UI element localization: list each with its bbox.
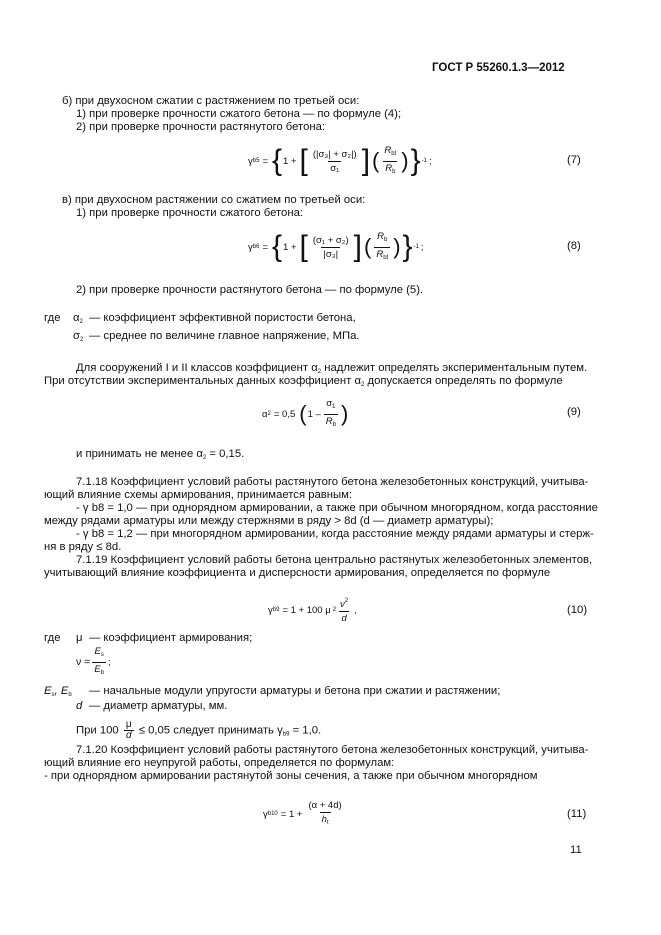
nu-fraction bbox=[92, 646, 106, 679]
f11-denominator-sub: t bbox=[326, 819, 329, 826]
where1-def1: — коэффициент эффективной пористости бетона, bbox=[89, 312, 356, 324]
s7119-line2: учитывающий влияние коэффициента и дисперсности армирования, определяется по формуле bbox=[44, 567, 551, 579]
f11-rhs: = 1 + bbox=[280, 808, 303, 820]
f9-numerator-sub: 1 bbox=[332, 403, 336, 410]
f8-denominator: |σ₃| bbox=[323, 248, 339, 260]
f8-open-bracket: [ bbox=[299, 230, 308, 263]
f11-lhs: γ bbox=[263, 808, 268, 820]
formula-11-number: (11) bbox=[567, 808, 587, 820]
formula-9-number: (9) bbox=[567, 406, 581, 418]
f9-denominator-sub: b bbox=[332, 421, 337, 428]
condition-line bbox=[76, 720, 321, 741]
f9-one-minus: 1 – bbox=[307, 408, 321, 420]
f10-lhs-sub: b9 bbox=[272, 607, 280, 613]
f8-power: -1 bbox=[413, 244, 419, 250]
cond-den: d bbox=[125, 730, 132, 741]
f11-denominator: h bbox=[321, 813, 327, 825]
where1-sym2: σ bbox=[73, 330, 80, 342]
min-alpha-sub: 2 bbox=[202, 455, 207, 461]
f7-power: -1 bbox=[421, 158, 427, 164]
where2-mu-def: — коэффициент армирования; bbox=[89, 632, 253, 644]
cond-fraction bbox=[124, 720, 134, 741]
formula-8-number: (8) bbox=[567, 240, 581, 252]
where1-sym1-wrap bbox=[73, 312, 83, 329]
e-mid: , E bbox=[54, 685, 69, 697]
f10-fraction bbox=[338, 596, 350, 624]
e-sub2: b bbox=[68, 692, 72, 698]
f10-rhs: = 1 + 100 μ bbox=[282, 604, 331, 616]
s7120-line3: - при однорядном армировании растянутой зоны сечения, а также при обычном многорядном bbox=[44, 770, 538, 782]
standard-code: ГОСТ Р 55260.1.3—2012 bbox=[432, 62, 565, 74]
formula-8 bbox=[248, 232, 424, 262]
block-b-item2: 2) при проверке прочности растянутого бетона: bbox=[76, 121, 326, 133]
e-sub1: s bbox=[51, 692, 55, 698]
block-b-item1: 1) при проверке прочности сжатого бетона — по формуле (4); bbox=[76, 108, 402, 120]
formula-10 bbox=[268, 596, 357, 624]
f8-r-num: R bbox=[377, 230, 385, 242]
s7120-line2: ющий влияние его неупругой работы, определяется по формулам: bbox=[44, 757, 395, 769]
block-v-item2: 2) при проверке прочности растянутого бетона — по формуле (5). bbox=[76, 284, 424, 296]
f7-denominator: σ₁ bbox=[330, 162, 340, 174]
f9-lhs-sub: 2 bbox=[267, 411, 271, 417]
f8-lhs-sub: b6 bbox=[252, 244, 260, 250]
f7-r-num: R bbox=[384, 144, 392, 156]
nu-den: E bbox=[94, 663, 101, 675]
formula-11 bbox=[263, 800, 346, 828]
page-number: 11 bbox=[570, 844, 582, 856]
para-alpha-line1-b: надлежит определять экспериментальным путем. bbox=[324, 362, 588, 374]
para-alpha-line2-a: При отсутствии экспериментальных данных коэффициент bbox=[44, 375, 352, 387]
f8-r-den-sub: bt bbox=[383, 254, 389, 261]
f10-denominator: d bbox=[341, 613, 347, 624]
s7118-line3: - γ b8 = 1,0 — при однорядном армировании, а также при обычном многорядном, когда расстояние bbox=[76, 502, 598, 514]
cond-sub: b9 bbox=[282, 731, 290, 738]
e-def: — начальные модули упругости арматуры и бетона при сжатии и растяжении; bbox=[89, 685, 501, 697]
f7-numerator: (|σ₃| + σ₂|) bbox=[312, 148, 357, 160]
f10-end: , bbox=[354, 604, 357, 616]
f10-numerator-sup: 2 bbox=[344, 598, 349, 604]
f9-equals: = 0,5 bbox=[273, 408, 296, 420]
f7-r-num-sub: bt bbox=[391, 150, 397, 157]
f8-numerator: (σ₁ + σ₂) bbox=[312, 234, 349, 246]
f8-equals: = bbox=[262, 241, 268, 253]
where1-sym2-sub: 2 bbox=[79, 337, 84, 343]
where2-label: где bbox=[44, 632, 61, 644]
nu-num: E bbox=[94, 645, 101, 657]
f8-r-den: R bbox=[376, 248, 384, 260]
f8-r-fraction bbox=[374, 231, 390, 264]
f8-close-bracket: ] bbox=[353, 230, 362, 263]
f8-open-brace: { bbox=[272, 230, 283, 263]
s7119-line1: 7.1.19 Коэффициент условий работы бетона центрально растянутых железобетонных элементов, bbox=[76, 554, 593, 566]
f9-lhs: α bbox=[262, 408, 268, 420]
nu-end: ; bbox=[108, 656, 111, 668]
formula-7 bbox=[248, 146, 432, 176]
f7-one-plus: 1 + bbox=[283, 155, 297, 167]
para-alpha-line2-sym: α bbox=[354, 375, 361, 387]
where1-def2: — среднее по величине главное напряжение, МПа. bbox=[89, 330, 360, 342]
f10-lhs: γ bbox=[268, 604, 273, 616]
f7-end: ; bbox=[428, 155, 432, 167]
block-v-item1: 1) при проверке прочности сжатого бетона: bbox=[76, 207, 303, 219]
where1-sym2-wrap bbox=[73, 330, 83, 347]
para-alpha-line2-b: допускается определять по формуле bbox=[367, 375, 563, 387]
f7-close-paren: ) bbox=[401, 148, 409, 173]
f8-end: ; bbox=[420, 241, 424, 253]
f7-close-brace: } bbox=[410, 144, 421, 177]
nu-definition bbox=[76, 645, 111, 676]
s7118-line4: между рядами арматуры или между стержнями в ряду > 8d (d — диаметр арматуры); bbox=[44, 515, 494, 527]
f7-lhs: γ bbox=[248, 155, 253, 167]
f8-fraction bbox=[311, 235, 351, 260]
d-sym: d bbox=[76, 700, 83, 712]
para-alpha-line2-sub: 2 bbox=[361, 382, 365, 388]
cond-num: μ bbox=[125, 719, 132, 730]
nu-num-sub: s bbox=[100, 651, 104, 658]
min-alpha-line bbox=[76, 448, 244, 465]
where1-sym1-sub: 2 bbox=[79, 319, 83, 325]
para-alpha-line1-a: Для сооружений I и II классов коэффициент bbox=[76, 362, 309, 374]
s7118-line2: ющий влияние схемы армирования, принимается равным: bbox=[44, 489, 353, 501]
min-alpha-sym: α bbox=[196, 448, 203, 460]
para-alpha-line1-sym: α bbox=[311, 362, 318, 374]
f7-lhs-sub: b5 bbox=[252, 158, 260, 164]
d-def: — диаметр арматуры, мм. bbox=[89, 700, 228, 712]
f9-denominator: R bbox=[325, 415, 333, 427]
para-alpha-line1-sub: 2 bbox=[317, 369, 322, 375]
where1-sym1: α bbox=[73, 312, 80, 324]
f11-lhs-sub: b10 bbox=[267, 811, 278, 817]
f8-open-paren: ( bbox=[363, 234, 372, 259]
e-symbols bbox=[44, 685, 72, 702]
f9-fraction bbox=[324, 398, 338, 431]
f11-fraction bbox=[306, 800, 343, 829]
f11-numerator: (α + 4d) bbox=[308, 799, 342, 811]
cond-c: = 1,0. bbox=[292, 724, 322, 737]
f8-close-brace: } bbox=[402, 230, 413, 263]
f8-close-paren: ) bbox=[393, 234, 401, 259]
s7118-line5: - γ b8 = 1,2 — при многорядном армировании, когда расстояние между рядами арматуры и стерж- bbox=[76, 528, 594, 540]
f8-one-plus: 1 + bbox=[283, 241, 297, 253]
block-v-heading: в) при двухосном растяжении со сжатием по третьей оси: bbox=[62, 194, 366, 206]
f7-equals: = bbox=[262, 155, 268, 167]
where1-label: где bbox=[44, 312, 61, 324]
f9-close-paren: ) bbox=[341, 401, 349, 426]
where2-mu: μ bbox=[76, 632, 83, 644]
cond-b: ≤ 0,05 следует принимать γ bbox=[138, 724, 283, 737]
f10-rhs-sup: 2 bbox=[332, 607, 337, 613]
formula-7-number: (7) bbox=[567, 154, 581, 166]
formula-9 bbox=[262, 397, 349, 428]
cond-a: При 100 bbox=[76, 724, 119, 737]
para-alpha-line2 bbox=[44, 375, 563, 392]
f7-open-paren: ( bbox=[372, 148, 380, 173]
f7-r-den: R bbox=[385, 162, 393, 174]
e-sym: E bbox=[44, 685, 52, 697]
min-alpha-text-b: = 0,15. bbox=[209, 448, 245, 460]
f7-close-bracket: ] bbox=[361, 144, 371, 177]
f7-r-fraction bbox=[382, 145, 398, 178]
nu-den-sub: b bbox=[100, 669, 104, 676]
f7-open-bracket: [ bbox=[299, 144, 308, 177]
f7-open-brace: { bbox=[272, 144, 283, 177]
s7118-line1: 7.1.18 Коэффициент условий работы растянутого бетона железобетонных конструкций, учитыва- bbox=[76, 476, 589, 488]
min-alpha-text-a: и принимать не менее bbox=[76, 448, 194, 460]
formula-10-number: (10) bbox=[567, 604, 588, 616]
f10-numerator: ν bbox=[340, 599, 345, 610]
f9-open-paren: ( bbox=[299, 401, 307, 426]
f8-lhs: γ bbox=[248, 241, 253, 253]
s7120-line1: 7.1.20 Коэффициент условий работы растянутого бетона железобетонных конструкций, учитыва- bbox=[76, 744, 589, 756]
block-b-heading: б) при двухосном сжатии с растяжением по третьей оси: bbox=[62, 95, 360, 107]
f8-r-num-sub: b bbox=[384, 236, 388, 243]
f9-numerator: σ bbox=[326, 397, 333, 409]
s7118-line6: ня в ряду ≤ 8d. bbox=[44, 541, 122, 553]
f7-r-den-sub: b bbox=[392, 168, 396, 175]
f7-fraction bbox=[311, 149, 359, 174]
nu-lhs: ν = bbox=[76, 656, 91, 668]
